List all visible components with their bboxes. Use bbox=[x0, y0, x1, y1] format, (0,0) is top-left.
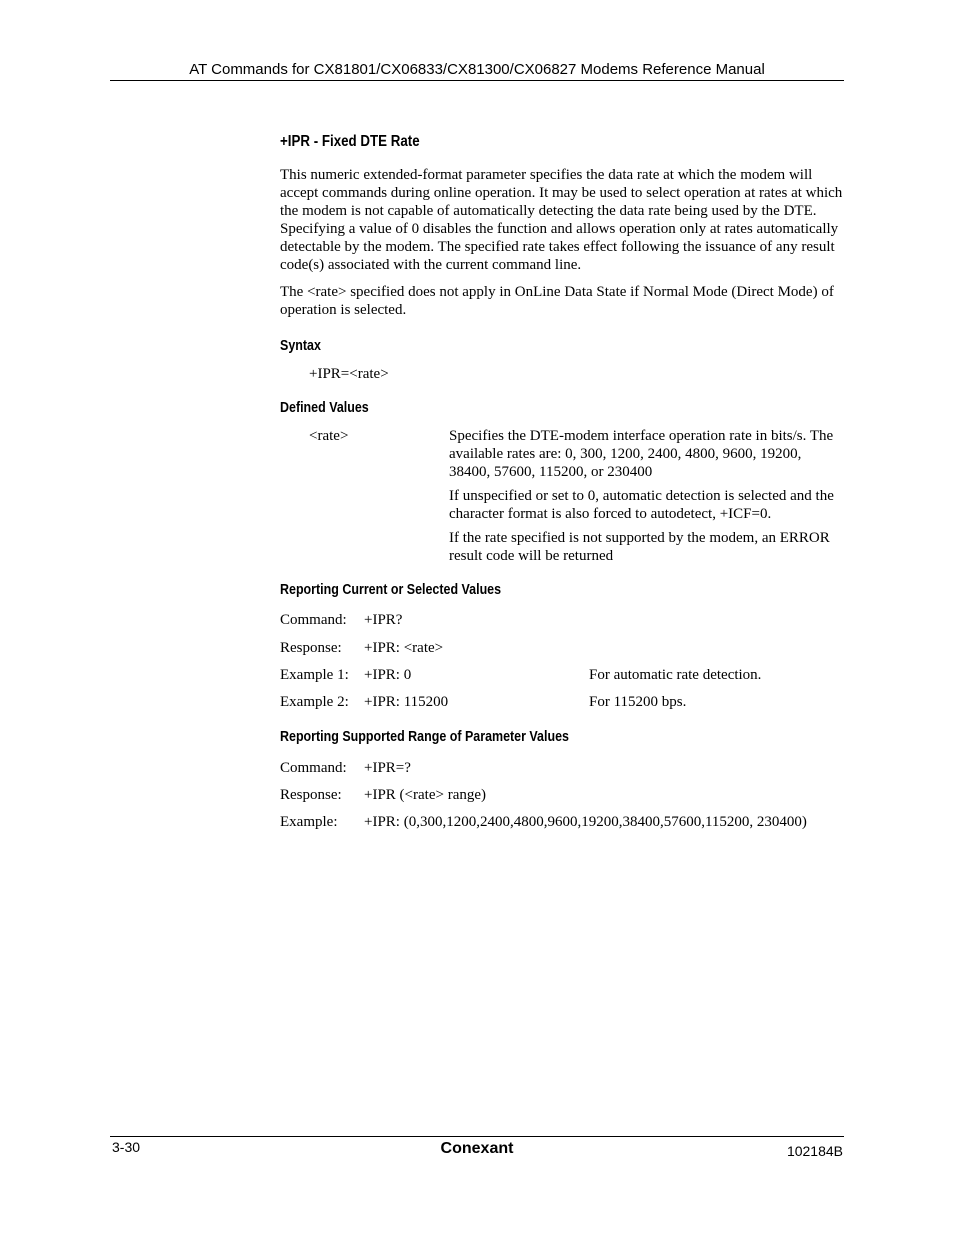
syntax-text: +IPR=<rate> bbox=[309, 366, 389, 382]
reporting-range-value: +IPR: (0,300,1200,2400,4800,9600,19200,38400,57600,115200, 230400) bbox=[364, 814, 807, 830]
reporting-range-label: Response: bbox=[280, 787, 342, 803]
header-rule bbox=[110, 80, 844, 81]
reporting-current-value: +IPR: <rate> bbox=[364, 640, 444, 656]
intro-paragraph-2: The <rate> specified does not apply in OnLine Data State if Normal Mode (Direct Mode) of operation is selected. bbox=[280, 284, 834, 318]
reporting-current-value: +IPR? bbox=[364, 612, 403, 628]
reporting-range-value: +IPR=? bbox=[364, 760, 411, 776]
intro-paragraph-1: This numeric extended-format parameter specifies the data rate at which the modem will accept commands during online operation. It may be used to select operation at rates at which the modem is not capable of automatically detecting the data rate being used by the DTE. Specifying a value of 0 disables the function and allows operation only at rates automatically detectable by the modem. The specified rate takes effect following the issuance of any result code(s) associated with the current command line. bbox=[280, 167, 843, 273]
reporting-range-heading: Reporting Supported Range of Parameter Values bbox=[280, 729, 569, 745]
defined-values-heading: Defined Values bbox=[280, 400, 369, 416]
running-header-title: AT Commands for CX81801/CX06833/CX81300/CX06827 Modems Reference Manual bbox=[189, 61, 765, 78]
reporting-current-value: +IPR: 0 bbox=[364, 667, 412, 683]
reporting-range-label: Command: bbox=[280, 760, 347, 776]
footer-doc-number: 102184B bbox=[786, 1143, 843, 1159]
reporting-current-value: +IPR: 115200 bbox=[364, 694, 449, 710]
reporting-range-value: +IPR (<rate> range) bbox=[364, 787, 486, 803]
defined-value-description-3: If the rate specified is not supported by the modem, an ERROR result code will be returned bbox=[449, 530, 830, 564]
reporting-current-note: For automatic rate detection. bbox=[589, 667, 762, 683]
footer-rule bbox=[110, 1136, 844, 1137]
footer-page-number: 3-30 bbox=[112, 1139, 141, 1155]
reporting-current-label: Response: bbox=[280, 640, 342, 656]
reporting-current-heading: Reporting Current or Selected Values bbox=[280, 582, 502, 598]
defined-value-term: <rate> bbox=[309, 428, 349, 444]
defined-value-description-1: Specifies the DTE-modem interface operation rate in bits/s. The available rates are: 0, 300, 1200, 2400, 4800, 9600, 19200, 38400, 57600, 115200, or 230400 bbox=[449, 428, 834, 480]
reporting-current-label: Command: bbox=[280, 612, 347, 628]
footer-brand: Conexant bbox=[440, 1140, 514, 1157]
reporting-range-label: Example: bbox=[280, 814, 338, 830]
reporting-current-label: Example 1: bbox=[280, 667, 349, 683]
syntax-heading: Syntax bbox=[280, 338, 321, 354]
section-title: +IPR - Fixed DTE Rate bbox=[280, 133, 420, 150]
reporting-current-label: Example 2: bbox=[280, 694, 349, 710]
reporting-current-note: For 115200 bps. bbox=[589, 694, 687, 710]
defined-value-description-2: If unspecified or set to 0, automatic detection is selected and the character format is also forced to autodetect, +ICF=0. bbox=[449, 488, 834, 522]
